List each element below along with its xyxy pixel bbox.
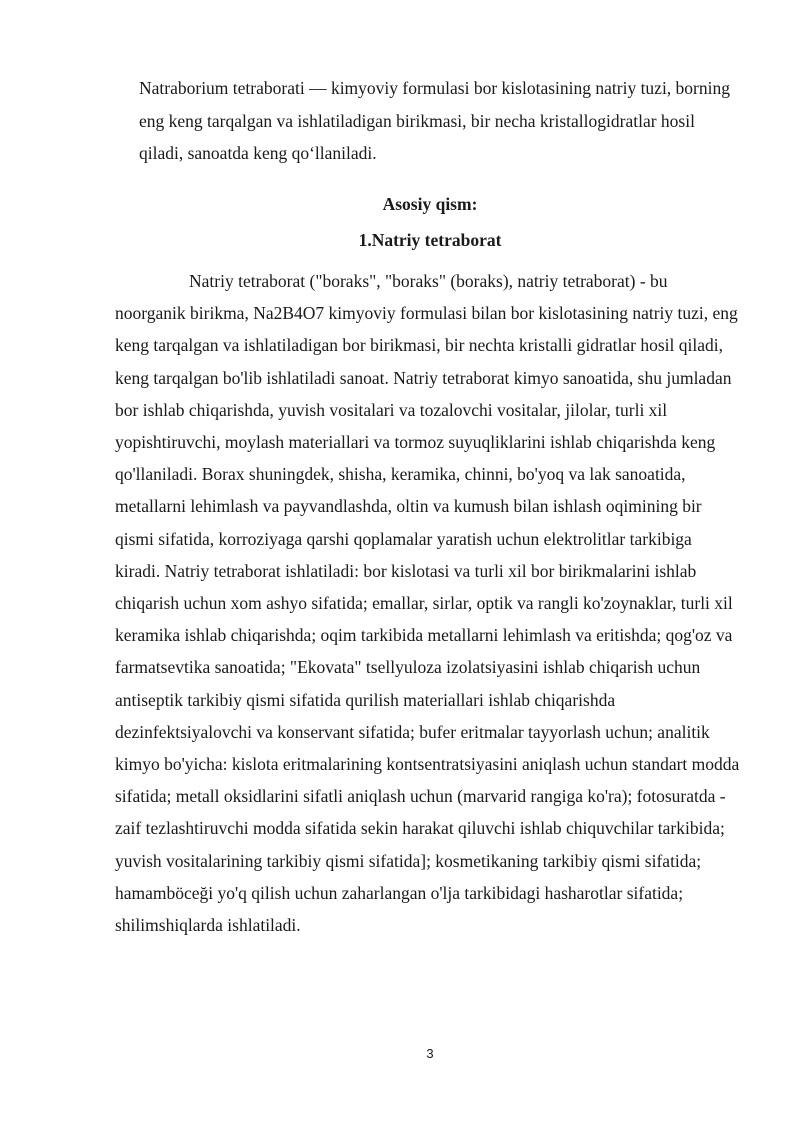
subsection-heading: 1.Natriy tetraborat bbox=[358, 230, 502, 250]
page-number: 3 bbox=[426, 1046, 434, 1061]
section-heading: Asosiy qism: bbox=[382, 194, 478, 214]
body-paragraph: Natriy tetraborat ("boraks", "boraks" (boraks), natriy tetraborat) - bu noorganik birikma, Na2B4O7 kimyoviy formulasi bilan bor kislotasining natriy tuzi, eng keng tarqalgan va ishlatiladigan bor birikmasi, bir nechta kristalli gidratlar hosil qiladi, keng tarqalgan bo'lib ishlatiladi sanoat. Natriy tetraborat kimyo sanoatida, shu jumladan bor ishlab chiqarishda, yuvish vositalari va tozalovchi vositalar, jilolar, turli xil yopishtiruvchi, moylash materiallari va tormoz suyuqliklarini ishlab chiqarishda keng qo'llaniladi. Borax shuningdek, shisha, keramika, chinni, bo'yoq va lak sanoatida, metallarni lehimlash va payvandlashda, oltin va kumush bilan ishlash oqimining bir qismi sifatida, korroziyaga qarshi qoplamalar yaratish uchun elektrolitlar tarkibiga kiradi. Natriy tetraborat ishlatiladi: bor kislotasi va turli xil bor birikmalarini ishlab chiqarish uchun xom ashyo sifatida; emallar, sirlar, optik va rangli ko'zoynaklar, turli xil keramika ishlab chiqarishda; oqim tarkibida metallarni lehimlash va eritishda; qog'oz va farmatsevtika sanoatida; "Ekovata" tsellyuloza izolatsiyasini ishlab chiqarish uchun antiseptik tarkibiy qismi sifatida qurilish materiallari ishlab chiqarishda dezinfektsiyalovchi va konservant sifatida; bufer eritmalar tayyorlash uchun; analitik kimyo bo'yicha: kislota eritmalarining kontsentratsiyasini aniqlash uchun standart modda sifatida; metall oksidlarini sifatli aniqlash uchun (marvarid rangiga ko'ra); fotosuratda - zaif tezlashtiruvchi modda sifatida sekin harakat qiluvchi ishlab chiquvchilar tarkibida; yuvish vositalarining tarkibiy qismi sifatida]; kosmetikaning tarkibiy qismi sifatida; hamamböceği yo'q qilish uchun zaharlangan o'lja tarkibidagi hasharotlar sifatida; shilimshiqlarda ishlatiladi. bbox=[115, 271, 740, 936]
intro-paragraph: Natraborium tetraborati — kimyoviy formulasi bor kislotasining natriy tuzi, borning eng keng tarqalgan va ishlatiladigan birikmasi, bir necha kristallogidratlar hosil qiladi, sanoatda keng qo‘llaniladi. bbox=[139, 78, 731, 163]
